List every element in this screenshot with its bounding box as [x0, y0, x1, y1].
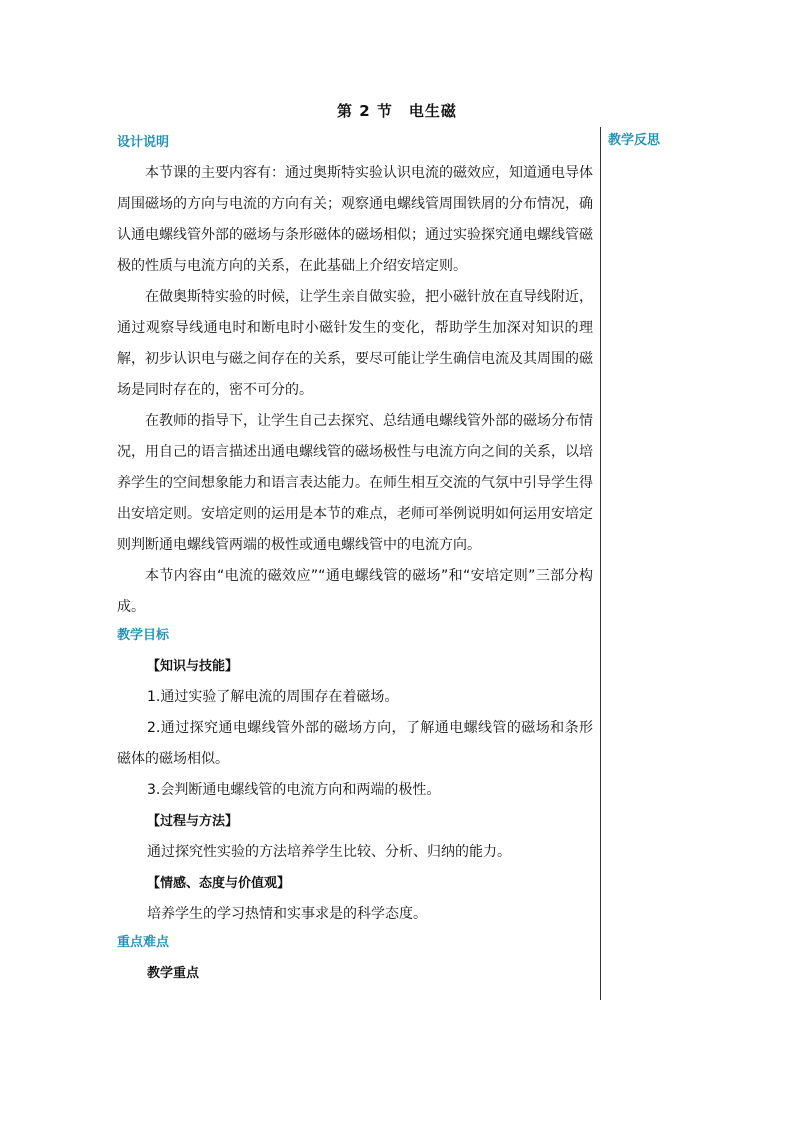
section-heading-goals: 教学目标 [117, 628, 170, 643]
knowledge-item-1: 1.通过实验了解电流的周围存在着磁场。 [147, 689, 399, 705]
side-heading-reflection: 教学反思 [608, 133, 661, 148]
subheading-emotion: 【情感、态度与价值观】 [147, 876, 291, 891]
design-paragraph-4: 本节内容由“电流的磁效应”“通电螺线管的磁场”和“安培定则”三部分构成。 [117, 568, 593, 615]
emotion-text: 培养学生的学习热情和实事求是的科学态度。 [147, 906, 427, 922]
subheading-process: 【过程与方法】 [147, 814, 239, 829]
page-title: 第 2 节 电生磁 [337, 102, 457, 120]
main-column [117, 130, 593, 989]
section-heading-key: 重点难点 [117, 935, 170, 950]
design-paragraph-2: 在做奥斯特实验的时候，让学生亲自做实验，把小磁针放在直导线附近，通过观察导线通电时和断电时小磁针发生的变化，帮助学生加深对知识的理解，初步认识电与磁之间存在的关系，要尽可能让学生确信电流及其周围的磁场是同时存在的，密不可分的。 [117, 289, 593, 398]
section-heading-design: 设计说明 [117, 135, 170, 150]
process-text: 通过探究性实验的方法培养学生比较、分析、归纳的能力。 [147, 844, 511, 860]
design-paragraph-3: 在教师的指导下，让学生自己去探究、总结通电螺线管外部的磁场分布情况，用自己的语言描述出通电螺线管的磁场极性与电流方向之间的关系，以培养学生的空间想象能力和语言表达能力。在师生相互交流的气氛中引导学生得出安培定则。安培定则的运用是本节的难点，老师可举例说明如何运用安培定则判断通电螺线管两端的极性或通电螺线管中的电流方向。 [117, 413, 593, 553]
design-paragraph-1: 本节课的主要内容有：通过奥斯特实验认识电流的磁效应，知道通电导体周围磁场的方向与电流的方向有关；观察通电螺线管周围铁屑的分布情况，确认通电螺线管外部的磁场与条形磁体的磁场相似；通过实验探究通电螺线管磁极的性质与电流方向的关系，在此基础上介绍安培定则。 [117, 165, 593, 274]
column-divider [600, 127, 601, 1000]
knowledge-item-3: 3.会判断通电螺线管的电流方向和两端的极性。 [147, 782, 441, 798]
knowledge-item-2: 2.通过探究通电螺线管外部的磁场方向，了解通电螺线管的磁场和条形磁体的磁场相似。 [117, 720, 593, 767]
subheading-key-focus: 教学重点 [147, 966, 200, 981]
subheading-knowledge: 【知识与技能】 [147, 659, 239, 674]
